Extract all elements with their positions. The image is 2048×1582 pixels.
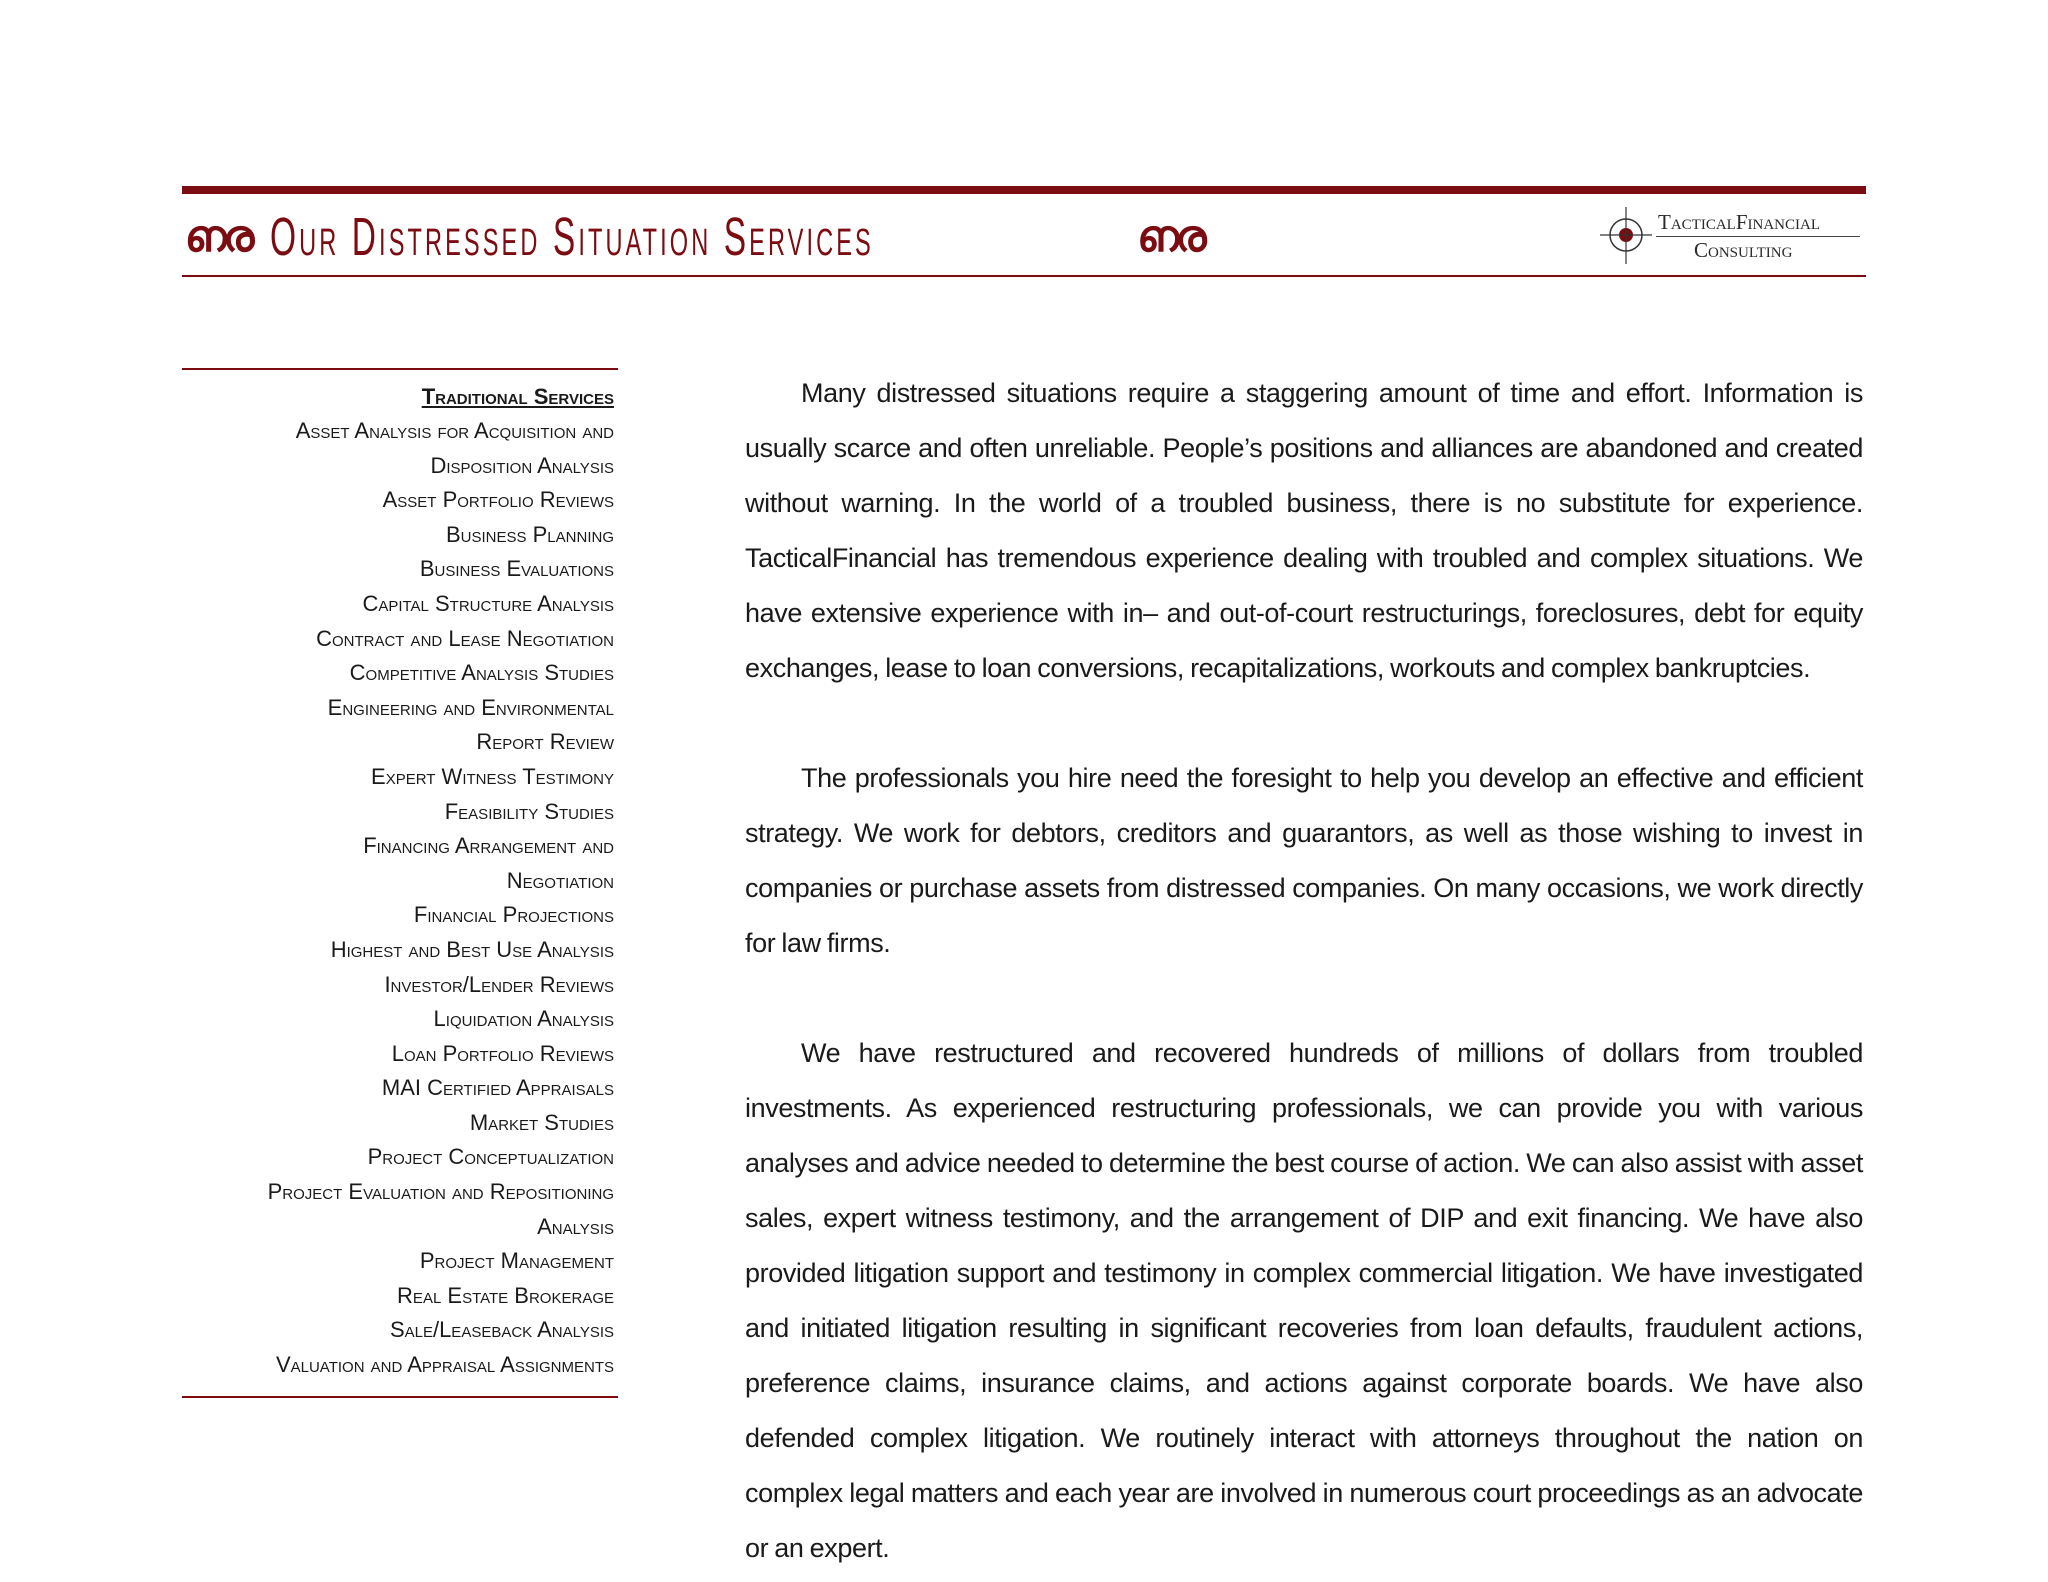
list-item: Valuation and Appraisal Assignments — [275, 1352, 614, 1378]
list-item: Real Estate Brokerage — [397, 1282, 614, 1308]
company-logo — [1598, 204, 1862, 266]
list-item: Expert Witness Testimony — [371, 763, 614, 789]
ornament-left-icon: ഩര — [186, 211, 251, 262]
list-item: Engineering and Environmental — [327, 694, 614, 720]
body-paragraph: Many distressed situations require a staggering amount of time and effort. Information is usually scarce and often unreliable. People’s positions and alliances are abandoned and created without warning. In the world of a troubled business, there is no substitute for experience. TacticalFinancial has tremendous experience dealing with troubled and complex situations. We have extensive experience with in– and out-of-court restructurings, foreclosures, debt for equity exchanges, lease to loan conversions, recapitalizations, workouts and complex bankruptcies. — [745, 378, 1863, 683]
body-paragraph: We have restructured and recovered hundreds of millions of dollars from troubled investments. As experienced restructuring professionals, we can provide you with various analyses and advice needed to determine the best course of action. We can also assist with asset sales, expert witness testimony, and the arrangement of DIP and exit financing. We have also provided litigation support and testimony in complex commercial litigation. We have investigated and initiated litigation resulting in significant recoveries from loan defaults, fraudulent actions, preference claims, insurance claims, and actions against corporate boards. We have also defended complex litigation. We routinely interact with attorneys throughout the nation on complex legal matters and each year are involved in numerous court proceedings as an advocate or an expert. — [745, 1038, 1863, 1563]
list-item: Financing Arrangement and — [363, 833, 614, 859]
body-paragraph: The professionals you hire need the foresight to help you develop an effective and efficient strategy. We work for debtors, creditors and guarantors, as well as those wishing to invest in companies or purchase assets from distressed companies. On many occasions, we work directly for law firms. — [745, 763, 1863, 958]
logo-divider — [1656, 236, 1860, 237]
ornament-right-icon: ഩര — [1138, 211, 1203, 262]
list-item: Report Review — [476, 729, 614, 755]
list-item: Asset Portfolio Reviews — [382, 487, 614, 513]
list-item: Analysis — [537, 1213, 614, 1239]
list-item: Investor/Lender Reviews — [384, 971, 614, 997]
list-item: Liquidation Analysis — [433, 1006, 614, 1032]
list-item: Feasibility Studies — [444, 798, 614, 824]
list-item: Disposition Analysis — [430, 452, 614, 478]
list-item: MAI Certified Appraisals — [381, 1075, 614, 1101]
title-row — [186, 202, 1203, 272]
page-title: Our Distressed Situation Services — [270, 207, 875, 267]
list-item: Capital Structure Analysis — [362, 590, 614, 616]
page-header — [182, 186, 1866, 278]
list-item: Highest and Best Use Analysis — [330, 936, 614, 962]
logo-text-line1: TacticalFinancial — [1658, 210, 1820, 234]
list-item: Loan Portfolio Reviews — [391, 1040, 614, 1066]
header-top-rule — [182, 186, 1866, 194]
header-bottom-rule — [182, 275, 1866, 277]
crosshair-icon — [1598, 204, 1658, 266]
logo-text-line2: Consulting — [1694, 238, 1793, 262]
list-item: Business Evaluations — [419, 556, 614, 582]
list-item: Sale/Leaseback Analysis — [389, 1317, 614, 1343]
list-item: Project Evaluation and Repositioning — [267, 1179, 614, 1205]
list-item: Project Management — [419, 1248, 614, 1274]
list-item: Business Planning — [446, 521, 614, 547]
list-item: Asset Analysis for Acquisition and — [295, 418, 614, 443]
list-item: Financial Projections — [413, 902, 614, 928]
list-item: Competitive Analysis Studies — [349, 660, 614, 686]
list-item: Negotiation — [506, 867, 614, 893]
list-item: Project Conceptualization — [367, 1144, 614, 1170]
list-item: Contract and Lease Negotiation — [316, 625, 614, 651]
main-content — [745, 366, 1863, 1576]
services-list — [182, 414, 614, 1383]
sidebar-heading: Traditional Services — [421, 384, 614, 409]
list-item: Market Studies — [469, 1109, 614, 1135]
services-sidebar — [182, 368, 618, 1398]
